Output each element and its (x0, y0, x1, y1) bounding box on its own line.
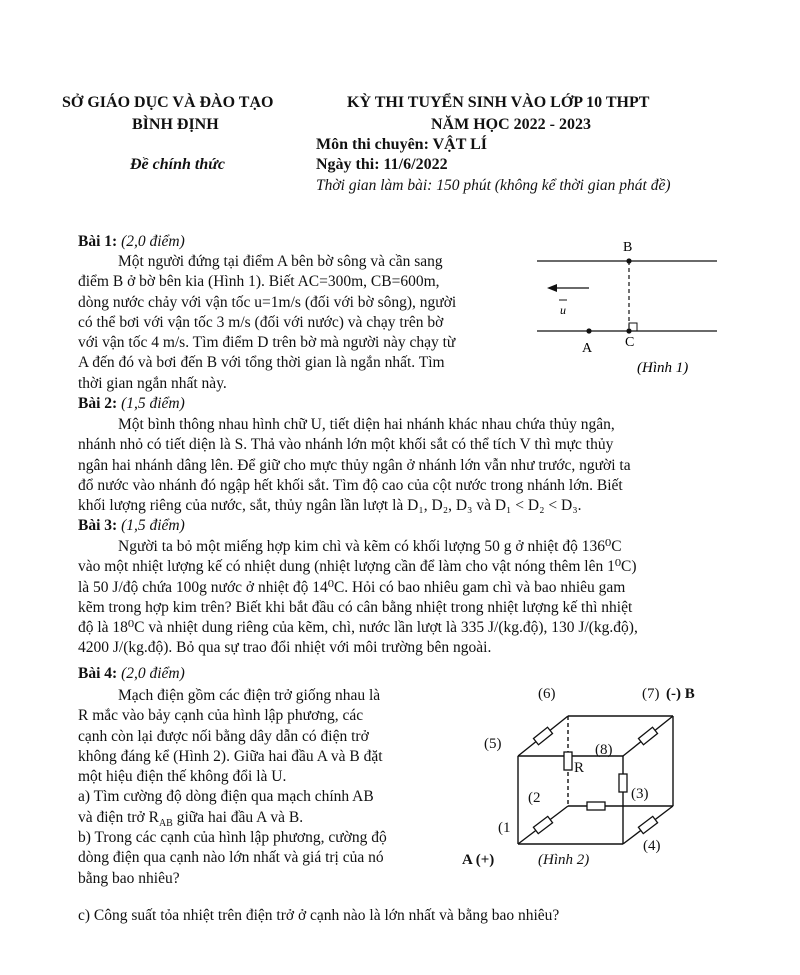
resistor-4 (638, 816, 657, 833)
bai4-title: Bài 4: (78, 665, 118, 682)
label-b: B (623, 240, 633, 255)
bai4-line: Mạch điện gồm các điện trở giống nhau là (118, 687, 381, 704)
bai4-points: (2,0 điểm) (121, 665, 185, 682)
bai2-line: khối lượng riêng của nước, sắt, thủy ngân lần lượt là D₁, D₂, D₃ và D₁ < D₂ < D₃. (78, 497, 582, 515)
official-label: Đề chính thức (130, 156, 225, 173)
bai1-line: có thể bơi với vận tốc 3 m/s (đối với nước) và chạy trên bờ (78, 313, 444, 331)
bai3-line: Người ta bỏ một miếng hợp kim chì và kẽm có khối lượng 50 g ở nhiệt độ 136⁰C (118, 538, 622, 555)
resistor-1 (533, 816, 552, 833)
label-6: (6) (538, 686, 556, 702)
label-r: R (574, 760, 585, 776)
bai1-points: (2,0 điểm) (121, 233, 185, 250)
bai2-line: đổ nước vào nhánh đó ngập hết khối sắt. Tìm độ cao của cột nước trong nhánh lớn. Biết (78, 476, 623, 494)
bai4-line (78, 808, 442, 828)
bai4-line: bằng bao nhiêu? (78, 869, 180, 887)
dept-name: SỞ GIÁO DỤC VÀ ĐÀO TẠO (62, 94, 274, 111)
bai4-line: b) Trong các cạnh của hình lập phương, cường độ (78, 829, 387, 847)
bai1-body (78, 252, 516, 394)
bai1-line: với vận tốc 4 m/s. Tìm điểm D trên bờ mà người này chạy từ (78, 334, 456, 352)
current-arrow-head (547, 284, 557, 292)
bai3-title: Bài 3: (78, 517, 118, 534)
bai3-line: là 50 J/độ chứa 100g nước ở nhiệt độ 14⁰C. Hỏi có bao nhiêu gam chì và bao nhiêu gam (78, 578, 626, 596)
resistor-r (564, 752, 572, 770)
bai1-line: Một người đứng tại điểm A bên bờ sông và cần sang (118, 253, 443, 270)
bai4-line: cạnh còn lại được nối bằng dây dẫn có điện trở (78, 727, 369, 745)
label-5: (5) (484, 736, 502, 752)
label-1: (1 (498, 820, 511, 836)
exam-subject: Môn thi chuyên: VẬT LÍ (316, 136, 487, 153)
figure-1-river (525, 232, 725, 382)
bai4-line: dòng điện qua cạnh nào lớn nhất và giá trị của nó (78, 849, 384, 867)
bai3-line: độ là 18⁰C và nhiệt dung riêng của kẽm, chì, nước lần lượt là 335 J/(kg.độ), 130 J/(kg.độ), (78, 619, 638, 637)
resistor-2 (587, 802, 605, 810)
bai4-line: a) Tìm cường độ dòng điện qua mạch chính AB (78, 788, 374, 806)
bai4-rab-rest: giữa hai đầu A và B. (172, 808, 304, 826)
label-c: C (625, 335, 635, 350)
bai4-line: R mắc vào bảy cạnh của hình lập phương, các (78, 707, 364, 725)
bai3-line: 4200 J/(kg.độ). Bỏ qua sự trao đổi nhiệt với môi trường bên ngoài. (78, 639, 492, 657)
bai3-line: vào một nhiệt lượng kế có nhiệt dung (nhiệt lượng cần để làm cho vật nóng thêm lên 1⁰C) (78, 558, 637, 576)
bai1-line: dòng nước chảy với vận tốc u=1m/s (đối với bờ sông), người (78, 293, 457, 311)
bai4-rab-sub: AB (158, 817, 173, 829)
bai4-line: một hiệu điện thế không đổi là U. (78, 768, 287, 786)
bai1-line: A đến đó và bơi đến B với tổng thời gian là ngắn nhất. Tìm (78, 354, 445, 372)
resistor-3 (619, 774, 627, 792)
school-year: NĂM HỌC 2022 - 2023 (431, 116, 591, 133)
exam-title: KỲ THI TUYỂN SINH VÀO LỚP 10 THPT (347, 94, 650, 111)
label-2: (2 (528, 790, 541, 806)
bai2-heading (78, 394, 185, 414)
label-a-plus: A (+) (462, 852, 495, 868)
label-3: (3) (631, 786, 649, 802)
label-7: (7) (642, 686, 660, 702)
bai1-heading (78, 232, 185, 252)
label-minus-b: (-) B (666, 686, 695, 702)
bai3-line: kẽm trong hợp kim trên? Biết khi bắt đầu có cân bằng nhiệt trong nhiệt lượng kế thì nhiệt (78, 598, 633, 616)
label-8: (8) (595, 742, 613, 758)
bai4-rab-text: và điện trở R (78, 808, 159, 826)
province-name: BÌNH ĐỊNH (132, 116, 219, 133)
bai2-line: Một bình thông nhau hình chữ U, tiết diện hai nhánh khác nhau chứa thủy ngân, (118, 416, 615, 433)
label-a: A (582, 341, 593, 356)
bai4-line: không đáng kể (Hình 2). Giữa hai đầu A và B đặt (78, 747, 383, 765)
bai2-points: (1,5 điểm) (121, 395, 185, 412)
figure-2-cube-circuit (460, 678, 730, 878)
label-u: u (560, 303, 566, 317)
bai1-title: Bài 1: (78, 233, 118, 250)
figure-1-caption: (Hình 1) (637, 360, 689, 376)
bai2-title: Bài 2: (78, 395, 118, 412)
label-4: (4) (643, 838, 661, 854)
bai3-body (78, 537, 722, 659)
bai1-line: thời gian ngắn nhất này. (78, 374, 227, 392)
exam-duration: Thời gian làm bài: 150 phút (không kể thời gian phát đề) (316, 177, 671, 194)
bai4-last-line: c) Công suất tỏa nhiệt trên điện trở ở cạnh nào là lớn nhất và bằng bao nhiêu? (78, 907, 560, 924)
bai1-line: điểm B ở bờ bên kia (Hình 1). Biết AC=300m, CB=600m, (78, 273, 440, 291)
bai3-points: (1,5 điểm) (121, 517, 185, 534)
resistor-8 (638, 727, 657, 744)
exam-date: Ngày thi: 11/6/2022 (316, 156, 448, 173)
bai2-line: nhánh nhỏ có tiết diện là S. Thả vào nhánh lớn một khối sắt có thể tích V thì mực thủy (78, 436, 614, 454)
figure-2-caption: (Hình 2) (538, 852, 590, 868)
point-b-dot (626, 258, 631, 263)
resistor-5 (533, 727, 552, 744)
bai2-line: ngân hai nhánh dâng lên. Để giữ cho mực thủy ngân ở nhánh lớn vẫn như trước, người ta (78, 456, 631, 474)
bai2-body (78, 415, 722, 516)
bai4-body (78, 686, 442, 889)
point-a-dot (586, 328, 591, 333)
bai4-heading (78, 664, 185, 684)
bai3-heading (78, 516, 185, 536)
